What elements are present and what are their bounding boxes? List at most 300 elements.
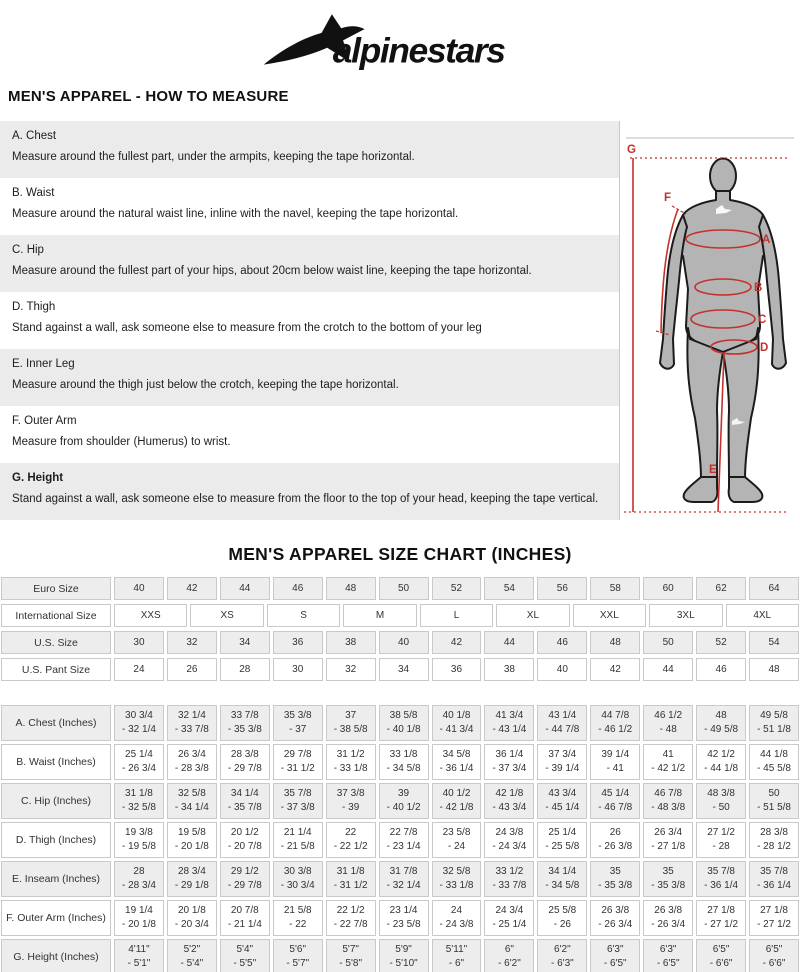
range-min: 28 3/8 bbox=[230, 749, 259, 760]
range-max: - 40 1/8 bbox=[386, 724, 421, 735]
measurement-cell bbox=[167, 705, 217, 741]
range-max: - 20 1/8 bbox=[174, 841, 209, 852]
range-max: - 45 5/8 bbox=[757, 763, 791, 774]
size-cell: 30 bbox=[273, 658, 323, 681]
size-cell: 32 bbox=[167, 631, 217, 654]
range-min: 35 3/8 bbox=[283, 710, 312, 721]
range-max: - 20 3/4 bbox=[174, 919, 209, 930]
range-min: 4'11" bbox=[128, 944, 150, 955]
measurement-row bbox=[1, 822, 799, 858]
measurement-cell bbox=[379, 744, 429, 780]
measurement-cell bbox=[749, 861, 799, 897]
range-max: - 45 1/4 bbox=[545, 802, 580, 813]
measurement-cell bbox=[114, 822, 164, 858]
range-max: - 29 7/8 bbox=[227, 763, 262, 774]
measurement-cell bbox=[220, 783, 270, 819]
range-min: 34 1/4 bbox=[548, 866, 577, 877]
label-b: B bbox=[754, 282, 763, 294]
range-max: - 24 bbox=[447, 841, 466, 852]
range-min: 34 5/8 bbox=[442, 749, 471, 760]
measurement-cell bbox=[379, 861, 429, 897]
measurement-cell bbox=[326, 939, 376, 972]
range-max: - 35 3/8 bbox=[651, 880, 686, 891]
measurement-cell bbox=[537, 900, 587, 936]
measure-item-label: A. Chest bbox=[12, 130, 57, 142]
range-max: - 37 3/8 bbox=[280, 802, 315, 813]
size-cell: 60 bbox=[643, 577, 693, 600]
measurement-cell bbox=[273, 900, 323, 936]
range-max: - 26 bbox=[553, 919, 571, 930]
measurement-cell bbox=[114, 783, 164, 819]
range-min: 35 7/8 bbox=[283, 788, 312, 799]
body-diagram-icon bbox=[620, 121, 800, 520]
size-row-label: International Size bbox=[1, 604, 111, 627]
measurement-cell bbox=[273, 861, 323, 897]
size-cell: 30 bbox=[114, 631, 164, 654]
range-min: 6'5" bbox=[765, 944, 783, 955]
size-cell: 38 bbox=[484, 658, 534, 681]
range-min: 34 1/4 bbox=[230, 788, 259, 799]
measurement-cell bbox=[167, 900, 217, 936]
measurement-cell bbox=[167, 783, 217, 819]
range-max: - 29 1/8 bbox=[174, 880, 209, 891]
measurement-cell bbox=[379, 939, 429, 972]
measurement-cell bbox=[167, 939, 217, 972]
measurement-cell bbox=[696, 900, 746, 936]
range-min: 41 3/4 bbox=[495, 710, 524, 721]
range-max: - 33 1/8 bbox=[439, 880, 474, 891]
range-max: - 34 5/8 bbox=[386, 763, 421, 774]
size-cell: 58 bbox=[590, 577, 640, 600]
range-max: - 22 1/2 bbox=[333, 841, 368, 852]
measurement-cell bbox=[432, 705, 482, 741]
range-min: 43 1/4 bbox=[548, 710, 577, 721]
size-cell: 50 bbox=[379, 577, 429, 600]
size-cell: 54 bbox=[749, 631, 799, 654]
measurement-cell bbox=[167, 744, 217, 780]
size-cell: 3XL bbox=[649, 604, 722, 627]
range-max: - 21 1/4 bbox=[227, 919, 262, 930]
range-max: - 26 3/4 bbox=[651, 919, 686, 930]
measurement-cell bbox=[643, 939, 693, 972]
figure-head bbox=[710, 159, 736, 194]
measurement-cell bbox=[114, 705, 164, 741]
measurement-cell bbox=[326, 822, 376, 858]
measurement-cell bbox=[537, 744, 587, 780]
size-header-row bbox=[1, 631, 799, 654]
size-cell: 24 bbox=[114, 658, 164, 681]
range-min: 25 1/4 bbox=[548, 827, 577, 838]
range-max: - 31 1/2 bbox=[280, 763, 315, 774]
measurement-cell bbox=[696, 705, 746, 741]
range-max: - 34 5/8 bbox=[545, 880, 580, 891]
measurement-cell bbox=[484, 861, 534, 897]
measure-section bbox=[0, 121, 800, 520]
range-min: 24 3/8 bbox=[495, 827, 524, 838]
range-min: 5'11" bbox=[445, 944, 468, 955]
alpinestars-logo-icon bbox=[260, 12, 540, 78]
measure-item-description: Measure around the thigh just below the crotch, keeping the tape horizontal. bbox=[12, 379, 399, 391]
range-max: - 5'1" bbox=[127, 958, 151, 969]
measurement-cell bbox=[749, 783, 799, 819]
label-d: D bbox=[760, 342, 769, 354]
measurement-cell bbox=[167, 861, 217, 897]
measurement-cell bbox=[167, 822, 217, 858]
range-max: - 33 7/8 bbox=[492, 880, 527, 891]
measure-item-label: B. Waist bbox=[12, 187, 55, 199]
range-max: - 20 7/8 bbox=[227, 841, 262, 852]
measurement-cell bbox=[220, 939, 270, 972]
measurement-cell bbox=[484, 705, 534, 741]
range-min: 6'3" bbox=[659, 944, 677, 955]
range-min: 24 bbox=[450, 905, 463, 916]
range-min: 19 5/8 bbox=[177, 827, 206, 838]
range-min: 36 1/4 bbox=[495, 749, 524, 760]
measurement-cell bbox=[696, 939, 746, 972]
measure-item-description: Measure from shoulder (Humerus) to wrist. bbox=[12, 436, 231, 448]
measure-item bbox=[0, 349, 619, 406]
size-header-row bbox=[1, 658, 799, 681]
range-min: 27 1/8 bbox=[707, 905, 735, 916]
range-max: - 40 1/2 bbox=[386, 802, 421, 813]
size-cell: 48 bbox=[590, 631, 640, 654]
range-max: - 46 1/2 bbox=[598, 724, 633, 735]
range-max: - 38 5/8 bbox=[333, 724, 368, 735]
range-max: - 42 1/8 bbox=[439, 802, 474, 813]
size-row-label: U.S. Pant Size bbox=[1, 658, 111, 681]
range-min: 50 bbox=[768, 788, 780, 799]
measure-item-description: Measure around the fullest part, under the armpits, keeping the tape horizontal. bbox=[12, 151, 415, 163]
range-min: 26 bbox=[609, 827, 621, 838]
range-min: 28 3/8 bbox=[760, 827, 788, 838]
measurement-row bbox=[1, 783, 799, 819]
range-max: - 41 bbox=[606, 763, 624, 774]
measurement-cell bbox=[643, 822, 693, 858]
measurement-cell bbox=[273, 939, 323, 972]
measurement-cell bbox=[379, 705, 429, 741]
size-row-label: U.S. Size bbox=[1, 631, 111, 654]
range-min: 28 bbox=[133, 866, 145, 877]
range-min: 31 1/2 bbox=[336, 749, 365, 760]
measure-item bbox=[0, 235, 619, 292]
page-title: MEN'S APPAREL - HOW TO MEASURE bbox=[8, 88, 289, 105]
range-max: - 27 1/2 bbox=[704, 919, 739, 930]
measurement-cell bbox=[749, 900, 799, 936]
measurement-cell bbox=[220, 900, 270, 936]
range-max: - 44 1/8 bbox=[704, 763, 739, 774]
measurement-row bbox=[1, 861, 799, 897]
range-max: - 39 bbox=[342, 802, 360, 813]
range-min: 6'3" bbox=[606, 944, 624, 955]
size-cell: XXL bbox=[573, 604, 646, 627]
measurement-cell bbox=[326, 705, 376, 741]
range-max: - 5'10" bbox=[389, 958, 418, 969]
size-chart-title: MEN'S APPAREL SIZE CHART (INCHES) bbox=[228, 544, 572, 564]
range-max: - 36 1/4 bbox=[704, 880, 739, 891]
range-min: 28 3/4 bbox=[177, 866, 206, 877]
range-max: - 5'4" bbox=[180, 958, 204, 969]
measurement-cell bbox=[590, 705, 640, 741]
measurement-cell bbox=[273, 822, 323, 858]
size-cell: XL bbox=[496, 604, 569, 627]
range-min: 19 3/8 bbox=[125, 827, 153, 838]
range-max: - 33 1/8 bbox=[333, 763, 368, 774]
size-cell: 40 bbox=[537, 658, 587, 681]
measure-item-description: Measure around the fullest part of your hips, about 20cm below waist line, keeping the tape horizontal. bbox=[12, 265, 532, 277]
range-max: - 51 5/8 bbox=[757, 802, 791, 813]
range-min: 29 7/8 bbox=[283, 749, 312, 760]
measurement-row bbox=[1, 744, 799, 780]
measurement-row bbox=[1, 939, 799, 972]
range-min: 20 1/8 bbox=[177, 905, 206, 916]
range-max: - 36 1/4 bbox=[757, 880, 791, 891]
range-min: 40 1/8 bbox=[442, 710, 471, 721]
range-max: - 37 bbox=[289, 724, 307, 735]
size-cell: 38 bbox=[326, 631, 376, 654]
size-cell: 46 bbox=[273, 577, 323, 600]
range-min: 6'5" bbox=[712, 944, 730, 955]
range-min: 23 5/8 bbox=[442, 827, 471, 838]
label-f: F bbox=[664, 192, 672, 204]
size-cell: 32 bbox=[326, 658, 376, 681]
range-max: - 43 1/4 bbox=[492, 724, 527, 735]
measurement-cell bbox=[326, 861, 376, 897]
range-min: 19 1/4 bbox=[125, 905, 153, 916]
range-max: - 19 5/8 bbox=[122, 841, 156, 852]
measurement-cell bbox=[114, 861, 164, 897]
measure-item-description: Measure around the natural waist line, inline with the navel, keeping the tape horizontal. bbox=[12, 208, 459, 220]
size-header-row bbox=[1, 577, 799, 600]
range-max: - 28 3/8 bbox=[174, 763, 209, 774]
measurement-cell bbox=[273, 705, 323, 741]
range-max: - 29 7/8 bbox=[227, 880, 262, 891]
measurement-cell bbox=[432, 900, 482, 936]
range-min: 42 1/8 bbox=[495, 788, 524, 799]
range-max: - 28 3/4 bbox=[122, 880, 156, 891]
size-cell: XS bbox=[190, 604, 263, 627]
range-max: - 6'5" bbox=[656, 958, 680, 969]
range-min: 33 7/8 bbox=[230, 710, 259, 721]
range-min: 25 1/4 bbox=[125, 749, 153, 760]
range-max: - 33 7/8 bbox=[174, 724, 209, 735]
brand-logo bbox=[0, 0, 800, 78]
measurement-cell bbox=[220, 705, 270, 741]
size-cell: 44 bbox=[643, 658, 693, 681]
size-cell: 26 bbox=[167, 658, 217, 681]
range-min: 26 3/4 bbox=[177, 749, 206, 760]
range-min: 37 3/8 bbox=[336, 788, 365, 799]
range-min: 33 1/8 bbox=[389, 749, 418, 760]
measurement-cell bbox=[484, 900, 534, 936]
measurement-cell bbox=[379, 783, 429, 819]
range-min: 30 3/4 bbox=[125, 710, 153, 721]
measurement-cell bbox=[484, 822, 534, 858]
size-cell: 40 bbox=[114, 577, 164, 600]
measurement-cell bbox=[696, 783, 746, 819]
measurement-cell bbox=[696, 861, 746, 897]
figure-left-leg bbox=[687, 328, 723, 479]
size-cell: 42 bbox=[590, 658, 640, 681]
range-min: 45 1/4 bbox=[601, 788, 630, 799]
measurement-cell bbox=[273, 783, 323, 819]
range-max: - 44 7/8 bbox=[545, 724, 580, 735]
measurement-cell bbox=[590, 744, 640, 780]
size-cell: 44 bbox=[484, 631, 534, 654]
measurement-row-label: D. Thigh (Inches) bbox=[1, 822, 111, 858]
range-min: 31 1/8 bbox=[336, 866, 365, 877]
measure-item-description: Stand against a wall, ask someone else to measure from the crotch to the bottom of your leg bbox=[12, 322, 482, 334]
range-min: 26 3/4 bbox=[654, 827, 683, 838]
measurement-cell bbox=[749, 705, 799, 741]
measurement-cell bbox=[326, 900, 376, 936]
size-cell: 42 bbox=[432, 631, 482, 654]
measurement-cell bbox=[326, 744, 376, 780]
size-cell: 48 bbox=[749, 658, 799, 681]
range-max: - 24 3/4 bbox=[492, 841, 527, 852]
range-min: 35 bbox=[609, 866, 621, 877]
range-min: 49 5/8 bbox=[760, 710, 788, 721]
range-max: - 31 1/2 bbox=[333, 880, 368, 891]
measure-item bbox=[0, 178, 619, 235]
range-max: - 37 3/4 bbox=[492, 763, 527, 774]
measure-item bbox=[0, 292, 619, 349]
size-row-label: Euro Size bbox=[1, 577, 111, 600]
measurement-cell bbox=[643, 705, 693, 741]
range-max: - 6'5" bbox=[603, 958, 627, 969]
range-min: 21 1/4 bbox=[283, 827, 312, 838]
range-max: - 6'6" bbox=[762, 958, 786, 969]
range-min: 48 3/8 bbox=[707, 788, 735, 799]
size-cell: XXS bbox=[114, 604, 187, 627]
range-min: 22 bbox=[345, 827, 357, 838]
range-min: 5'2" bbox=[183, 944, 201, 955]
range-min: 23 1/4 bbox=[389, 905, 418, 916]
range-max: - 23 5/8 bbox=[386, 919, 421, 930]
size-cell: 52 bbox=[696, 631, 746, 654]
measurement-cell bbox=[696, 744, 746, 780]
size-cell: 56 bbox=[537, 577, 587, 600]
range-min: 40 1/2 bbox=[442, 788, 471, 799]
range-max: - 28 bbox=[712, 841, 730, 852]
label-a: A bbox=[762, 234, 771, 246]
range-max: - 27 1/2 bbox=[757, 919, 791, 930]
measurement-cell bbox=[484, 783, 534, 819]
range-max: - 21 5/8 bbox=[280, 841, 315, 852]
range-min: 33 1/2 bbox=[495, 866, 524, 877]
size-cell: 28 bbox=[220, 658, 270, 681]
range-min: 5'6" bbox=[289, 944, 307, 955]
range-min: 44 7/8 bbox=[601, 710, 630, 721]
range-max: - 32 5/8 bbox=[122, 802, 156, 813]
measurement-cell bbox=[432, 939, 482, 972]
range-max: - 32 1/4 bbox=[122, 724, 156, 735]
range-max: - 48 bbox=[659, 724, 677, 735]
measurement-cell bbox=[537, 705, 587, 741]
range-min: 27 1/8 bbox=[760, 905, 788, 916]
range-max: - 48 3/8 bbox=[651, 802, 686, 813]
measurement-figure bbox=[619, 121, 800, 520]
range-max: - 27 1/8 bbox=[651, 841, 686, 852]
range-max: - 35 3/8 bbox=[227, 724, 262, 735]
range-min: 35 7/8 bbox=[707, 866, 735, 877]
size-cell: 4XL bbox=[726, 604, 799, 627]
range-max: - 39 1/4 bbox=[545, 763, 580, 774]
measure-item bbox=[0, 121, 619, 178]
measurement-cell bbox=[432, 783, 482, 819]
label-g: G bbox=[627, 144, 636, 156]
range-min: 31 1/8 bbox=[125, 788, 153, 799]
range-max: - 35 3/8 bbox=[598, 880, 633, 891]
measurement-cell bbox=[220, 861, 270, 897]
range-min: 32 5/8 bbox=[442, 866, 471, 877]
measure-item-label: E. Inner Leg bbox=[12, 358, 75, 370]
range-max: - 20 1/8 bbox=[122, 919, 156, 930]
measurement-cell bbox=[432, 861, 482, 897]
range-max: - 26 3/4 bbox=[122, 763, 156, 774]
measurement-cell bbox=[220, 744, 270, 780]
range-max: - 32 1/4 bbox=[386, 880, 421, 891]
range-min: 32 5/8 bbox=[177, 788, 206, 799]
range-max: - 25 5/8 bbox=[545, 841, 580, 852]
measurement-cell bbox=[590, 900, 640, 936]
range-max: - 22 bbox=[289, 919, 307, 930]
measurement-cell bbox=[326, 783, 376, 819]
size-cell: 46 bbox=[696, 658, 746, 681]
size-cell: 40 bbox=[379, 631, 429, 654]
size-cell: 50 bbox=[643, 631, 693, 654]
measurement-cell bbox=[590, 861, 640, 897]
range-max: - 26 3/8 bbox=[598, 841, 633, 852]
figure-right-foot bbox=[729, 477, 763, 502]
measurement-cell bbox=[643, 783, 693, 819]
size-cell: 44 bbox=[220, 577, 270, 600]
range-max: - 24 3/8 bbox=[439, 919, 474, 930]
measurement-cell bbox=[749, 939, 799, 972]
measurement-cell bbox=[537, 783, 587, 819]
measurement-cell bbox=[114, 939, 164, 972]
range-max: - 34 1/4 bbox=[174, 802, 209, 813]
range-max: - 22 7/8 bbox=[333, 919, 368, 930]
size-cell: S bbox=[267, 604, 340, 627]
measurement-row-label: G. Height (Inches) bbox=[1, 939, 111, 972]
range-min: 37 bbox=[345, 710, 357, 721]
size-cell: 64 bbox=[749, 577, 799, 600]
measurement-cell bbox=[379, 900, 429, 936]
range-max: - 46 7/8 bbox=[598, 802, 633, 813]
size-cell: 46 bbox=[537, 631, 587, 654]
range-min: 46 1/2 bbox=[654, 710, 683, 721]
label-c: C bbox=[758, 314, 767, 326]
range-min: 41 bbox=[662, 749, 674, 760]
range-min: 25 5/8 bbox=[548, 905, 577, 916]
range-min: 35 7/8 bbox=[760, 866, 788, 877]
size-cell: L bbox=[420, 604, 493, 627]
measure-item bbox=[0, 406, 619, 463]
measurement-cell bbox=[643, 861, 693, 897]
range-min: 5'7" bbox=[342, 944, 359, 955]
range-max: - 50 bbox=[712, 802, 730, 813]
size-chart-table bbox=[0, 577, 800, 972]
measure-item-label: F. Outer Arm bbox=[12, 415, 77, 427]
size-cell: 54 bbox=[484, 577, 534, 600]
range-max: - 23 1/4 bbox=[386, 841, 421, 852]
range-min: 30 3/8 bbox=[283, 866, 312, 877]
measurement-cell bbox=[273, 744, 323, 780]
range-min: 48 bbox=[715, 710, 727, 721]
size-cell: 52 bbox=[432, 577, 482, 600]
range-max: - 6'2" bbox=[498, 958, 521, 969]
range-min: 6" bbox=[504, 944, 514, 955]
